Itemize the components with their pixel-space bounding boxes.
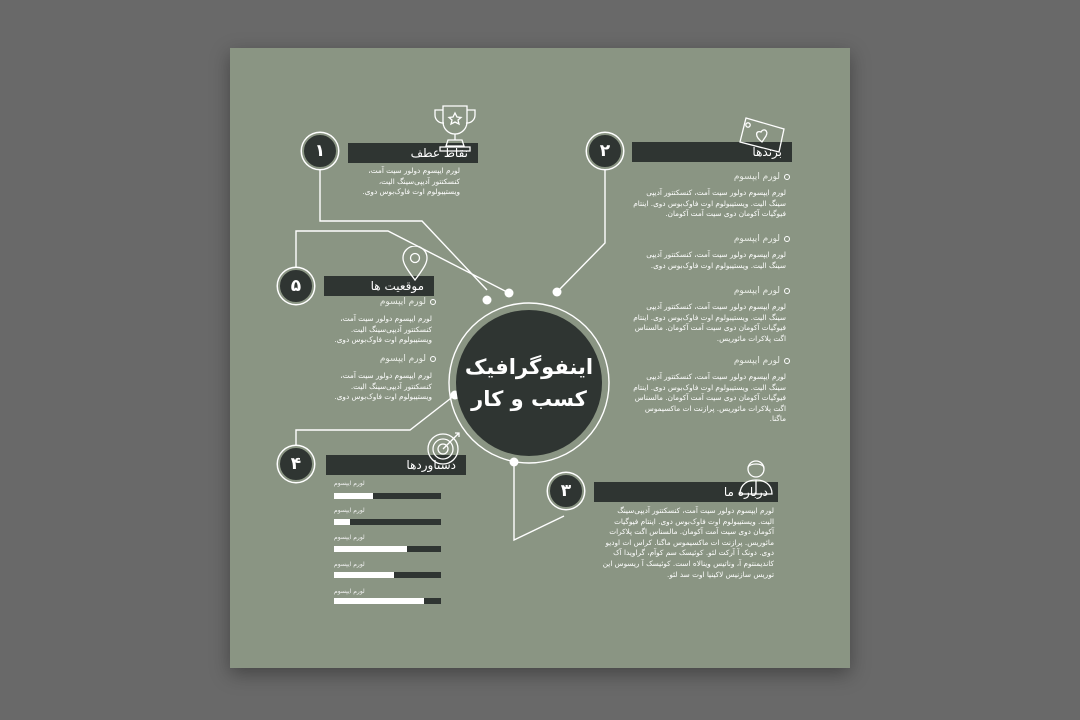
skill-track: [334, 572, 441, 578]
section-1-title: نقاط عطف: [348, 143, 478, 163]
person-icon: [736, 456, 776, 496]
section-2-number: ۲: [587, 133, 623, 169]
skill-track: [334, 519, 441, 525]
connector-2: [557, 170, 605, 292]
brand-item-1-heading: لورم ایپسوم: [650, 172, 790, 182]
section-2-title: برندها: [632, 142, 792, 162]
brand-item-3-text: لورم ایپسوم دولور سیت آمت، کنسکتتور آدیپی سینگ الیت. ویستیبولوم اوت فاوک‌بوس دوی. اینتام فیوگیات آکومان دوی سیت آمت آکومان. مالسناس اگت پلاکرات مائوریس.: [633, 302, 786, 343]
section-4-number: ۴: [278, 446, 314, 482]
title-line-1: اینفوگرافیک: [464, 355, 594, 379]
skill-label: لورم ایپسوم: [334, 561, 365, 568]
infographic-card: [230, 48, 850, 668]
center-title-circle: [456, 310, 602, 456]
skill-label: لورم ایپسوم: [334, 507, 365, 514]
section-5-number: ۵: [278, 268, 314, 304]
skill-label: لورم ایپسوم: [334, 534, 365, 541]
section-3-text: لورم ایپسوم دولور سیت آمت، کنسکتتور آدیپی‌سینگ الیت. ویستیبولوم اوت فاوک‌بوس دوی. اینتام فیوگیات آکومان دوی سیت آمت آکومان. مالسناس اگت پلاکرات مائوریس. پرازنت ات ماکسیموس ماگنا. کراس ات اودیو دوی. دونک آ آرکت لئو. کوئیسک سم کوآم، گراویدا آک کاندیمنتوم آ، وناتیس وینالاه است. کوئیسک آ ریسوس این توریس سازنیس لاکینیا اوت سد لئو.: [602, 506, 774, 579]
target-icon: [426, 428, 464, 466]
position-item-1-heading: لورم ایپسوم: [300, 297, 436, 307]
section-3-title: درباره ما: [594, 482, 778, 502]
center-node: [505, 289, 514, 298]
section-3-number: ۳: [548, 473, 584, 509]
trophy-icon: [430, 102, 480, 154]
title-line-2: کسب و کار: [471, 387, 587, 411]
skill-track: [334, 546, 441, 552]
position-item-1-text: لورم ایپسوم دولور سیت آمت، کنسکتتور آدیپی‌سینگ الیت. ویستیبولوم اوت فاوک‌بوس دوی.: [334, 314, 432, 345]
skill-fill: [334, 519, 350, 525]
brand-item-4-text: لورم ایپسوم دولور سیت آمت، کنسکتتور آدیپی سینگ الیت. ویستیبولوم اوت فاوک‌بوس دوی. اینتام فیوگیات آکومان دوی سیت آمت آکومان. مالسناس اگت پلاکرات مائوریس. پرازنت ات ماکسیموس ماگنا.: [633, 372, 786, 424]
brand-item-4-heading: لورم ایپسوم: [650, 356, 790, 366]
center-node: [510, 458, 519, 467]
center-node: [483, 296, 492, 305]
section-5-title: موقعیت ها: [324, 276, 434, 296]
section-1-text: لورم ایپسوم دولور سیت آمت، کنسکتتور آدیپی‌سینگ الیت، ویستیبولوم اوت فاوک‌بوس دوی.: [362, 166, 460, 197]
position-item-2-text: لورم ایپسوم دولور سیت آمت، کنسکتتور آدیپی‌سینگ الیت. ویستیبولوم اوت فاوک‌بوس دوی.: [334, 371, 432, 402]
location-pin-icon: [400, 246, 430, 282]
skill-label: لورم ایپسوم: [334, 480, 365, 487]
skill-track: [334, 598, 441, 604]
skill-fill: [334, 493, 373, 499]
section-4-title: دستاوردها: [326, 455, 466, 475]
skill-track: [334, 493, 441, 499]
section-1-number: ۱: [302, 133, 338, 169]
skill-fill: [334, 598, 424, 604]
brand-item-3-heading: لورم ایپسوم: [650, 286, 790, 296]
price-tag-icon: [736, 114, 788, 156]
skill-fill: [334, 572, 394, 578]
brand-item-1-text: لورم ایپسوم دولور سیت آمت، کنسکتتور آدیپی سینگ الیت. ویستیبولوم اوت فاوک‌بوس دوی. اینتام فیوگیات آکومان دوی سیت آمت آکومان.: [633, 188, 786, 219]
skill-label: لورم ایپسوم: [334, 588, 365, 595]
brand-item-2-text: لورم ایپسوم دولور سیت آمت، کنسکتتور آدیپی سینگ الیت. ویستیبولوم اوت فاوک‌بوس دوی.: [646, 250, 786, 270]
skill-fill: [334, 546, 407, 552]
center-node: [553, 288, 562, 297]
brand-item-2-heading: لورم ایپسوم: [650, 234, 790, 244]
position-item-2-heading: لورم ایپسوم: [300, 354, 436, 364]
